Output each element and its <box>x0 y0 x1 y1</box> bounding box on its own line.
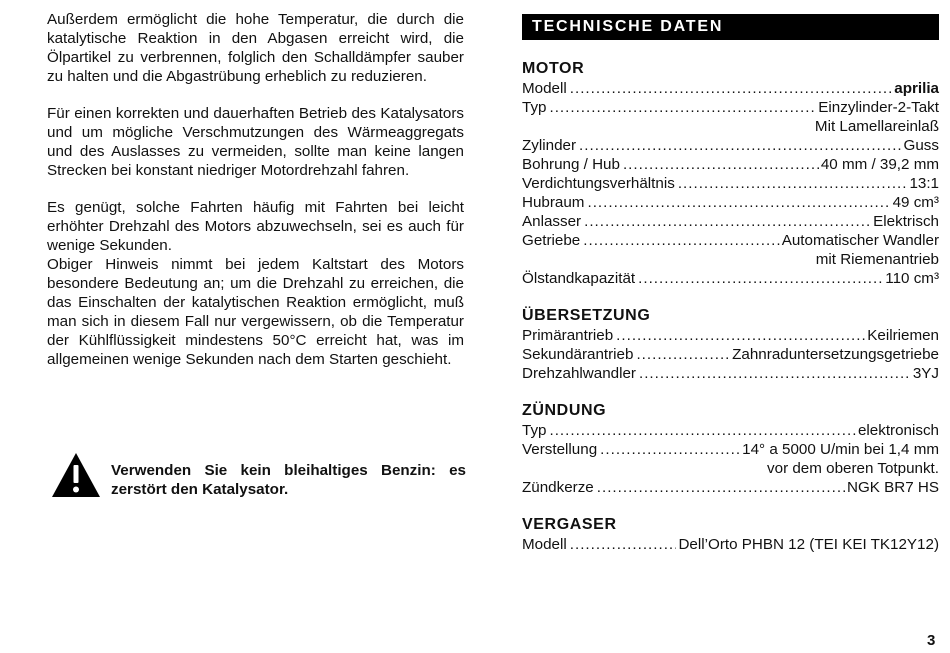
technical-data-column <box>522 14 939 554</box>
spec-value: 40 mm / 39,2 mm <box>820 156 939 173</box>
page-number: 3 <box>927 632 936 649</box>
spec-label: Typ <box>522 99 547 116</box>
spec-label: Drehzahlwandler <box>522 365 636 382</box>
warning-box <box>50 451 470 501</box>
spec-row <box>522 79 939 98</box>
spec-value: NGK BR7 HS <box>847 479 939 496</box>
spec-label: Primärantrieb <box>522 327 614 344</box>
spec-row <box>522 231 939 250</box>
motor-heading: MOTOR <box>522 60 585 77</box>
spec-label: Zylinder <box>522 137 577 154</box>
spec-value: 110 cm³ <box>885 270 939 287</box>
carburetor-specs <box>522 535 939 554</box>
spec-row <box>522 478 939 497</box>
spec-row <box>522 269 939 288</box>
spec-label: Ölstandkapazität <box>522 270 636 287</box>
spec-value-continued: vor dem oberen Totpunkt. <box>767 460 939 477</box>
spec-value: Automatischer Wandler <box>781 232 939 249</box>
ignition-specs <box>522 421 939 497</box>
spec-row <box>522 345 939 364</box>
spec-row <box>522 440 939 459</box>
spec-value: Einzylinder-2-Takt <box>818 99 939 116</box>
spec-value: Zahnraduntersetzungsgetriebe <box>732 346 939 363</box>
spec-label: Hubraum <box>522 194 585 211</box>
spec-label: Verstellung <box>522 441 598 458</box>
section-banner: TECHNISCHE DATEN <box>522 14 939 40</box>
transmission-heading: ÜBERSETZUNG <box>522 307 651 324</box>
ignition-heading: ZÜNDUNG <box>522 402 607 419</box>
spec-label: Modell <box>522 80 567 97</box>
spec-label: Typ <box>522 422 547 439</box>
spec-value: 49 cm³ <box>892 194 939 211</box>
paragraph: Obiger Hinweis nimmt bei jedem Kaltstart des Motors besondere Bedeutung an; um die Drehzahl zu erreichen, die das Einschalten der katalytischen Reaktion ermöglicht, muß man sich in diesem Fall nur vergewissern, ob die Temperatur der Kühlflüssigkeit mindestens 50°C erreicht hat, was im allgemeinen wenige Sekunden nach dem Starten geschieht. <box>47 256 464 368</box>
spec-value: aprilia <box>894 80 939 97</box>
spec-row <box>522 98 939 117</box>
spec-value-continued: Mit Lamellareinlaß <box>814 118 939 135</box>
paragraph: Es genügt, solche Fahrten häufig mit Fahrten bei leicht erhöhter Drehzahl des Motors abzuwechseln, sei es auch für wenige Sekunden. <box>47 199 464 254</box>
carburetor-heading: VERGASER <box>522 516 617 533</box>
spec-row <box>522 155 939 174</box>
spec-value: Guss <box>903 137 939 154</box>
spec-value-continued: mit Riemenantrieb <box>815 251 939 268</box>
spec-value: 13:1 <box>909 175 939 192</box>
spec-row <box>522 212 939 231</box>
warning-text: Verwenden Sie kein bleihaltiges Benzin: es zerstört den Katalysator. <box>111 462 466 498</box>
spec-row <box>522 364 939 383</box>
spec-value: Dell’Orto PHBN 12 (TEI KEI TK12Y12) <box>678 536 939 553</box>
spec-row <box>522 136 939 155</box>
spec-label: Zündkerze <box>522 479 594 496</box>
spec-value: Keilriemen <box>867 327 939 344</box>
spec-row <box>522 535 939 554</box>
spec-row <box>522 421 939 440</box>
spec-label: Anlasser <box>522 213 582 230</box>
spec-label: Verdichtungsverhältnis <box>522 175 675 192</box>
spec-label: Bohrung / Hub <box>522 156 620 173</box>
spec-row <box>522 174 939 193</box>
spec-row <box>522 326 939 345</box>
spec-label: Sekundärantrieb <box>522 346 634 363</box>
paragraph: Außerdem ermöglicht die hohe Temperatur, die durch die katalytische Reaktion in den Abgasen erreicht wird, die Ölpartikel zu verbrennen, folglich den Schalldämpfer sauber zu halten und die Abgastrübung erheblich zu reduzieren. <box>47 11 464 85</box>
spec-value: Elektrisch <box>873 213 939 230</box>
motor-specs <box>522 79 939 288</box>
spec-label: Getriebe <box>522 232 581 249</box>
warning-triangle-icon <box>50 451 102 499</box>
spec-row <box>522 193 939 212</box>
transmission-specs <box>522 326 939 383</box>
spec-value: 3YJ <box>912 365 939 382</box>
paragraph: Für einen korrekten und dauerhaften Betrieb des Katalysators und um mögliche Verschmutzungen des Wärmeaggregats und des Auslasses zu vermeiden, sollte man keine langen Strecken bei konstant niedriger Motordrehzahl fahren. <box>47 105 464 179</box>
left-column <box>47 10 464 387</box>
spec-value: 14° a 5000 U/min bei 1,4 mm <box>742 441 939 458</box>
spec-label: Modell <box>522 536 567 553</box>
spec-value: elektronisch <box>857 422 939 439</box>
